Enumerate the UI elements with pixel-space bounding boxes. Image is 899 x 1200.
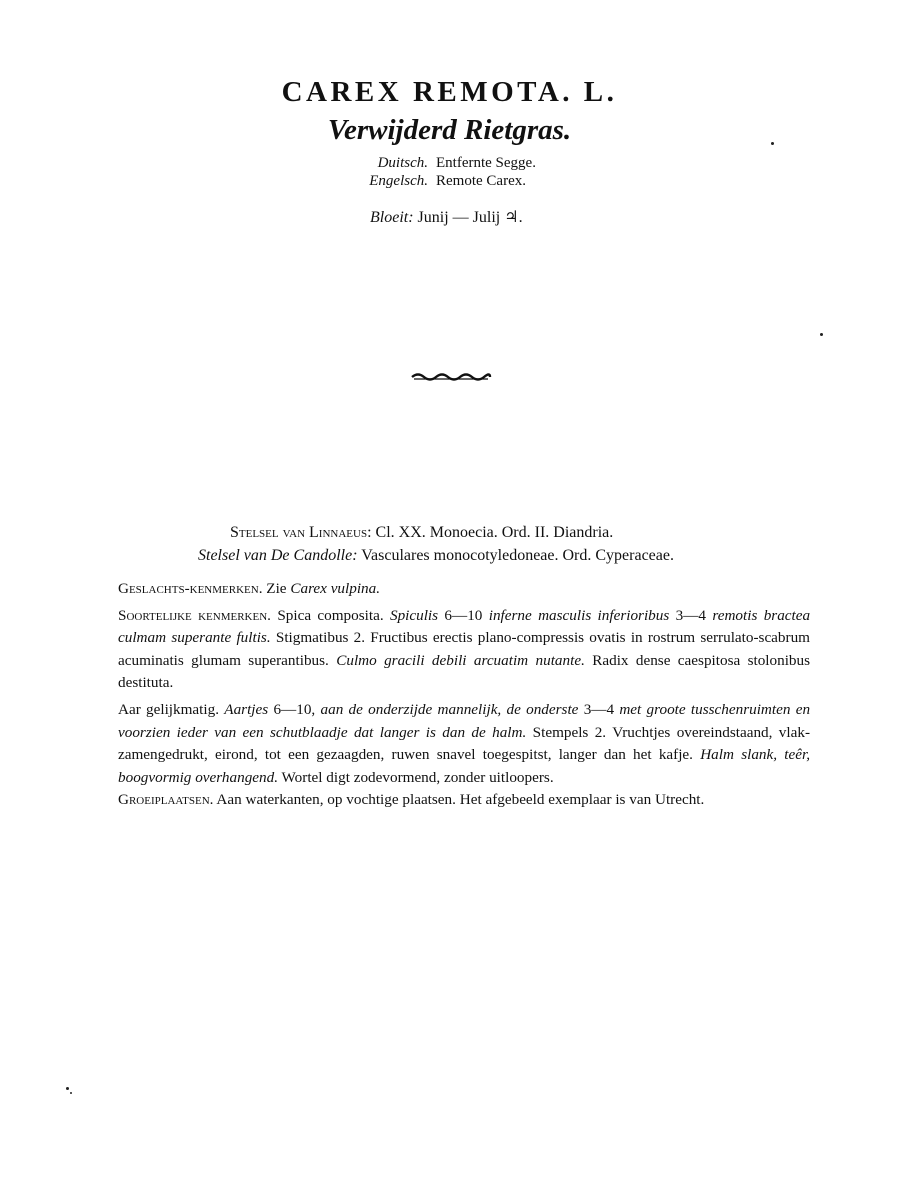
linnaeus-system xyxy=(230,524,613,542)
dutch-text: met groote tusschenruimten en voorzien ieder van een schutblaadje dat langer is dan de halm. xyxy=(118,700,811,741)
print-speck xyxy=(820,333,823,336)
flowering-label: Bloeit: xyxy=(370,209,414,226)
species-label: Soortelijke kenmerken. xyxy=(118,606,271,624)
description-body xyxy=(118,578,810,812)
common-name: Entfernte Segge. xyxy=(436,155,536,171)
species-text: Radix dense caespitosa stolonibus destituta. xyxy=(118,651,811,692)
dutch-text: 3—4 xyxy=(583,700,615,718)
decandolle-value: Vasculares monocotyledoneae. Ord. Cyperaceae. xyxy=(361,547,674,564)
print-speck xyxy=(771,142,774,145)
common-name-row xyxy=(348,172,536,190)
print-speck xyxy=(66,1087,69,1090)
species-text: Culmo gracili debili arcuatim nutante. xyxy=(336,651,585,669)
habitat xyxy=(118,789,810,812)
genus-label: Geslachts-kenmerken. xyxy=(118,580,263,597)
print-speck xyxy=(70,1092,72,1094)
genus-characters xyxy=(118,578,810,601)
habitat-text: Aan waterkanten, op vochtige plaatsen. Het afgebeeld exemplaar is van Utrecht. xyxy=(216,791,705,809)
dutch-text: Halm slank, teêr, boogvormig overhangend. xyxy=(118,746,810,786)
habitat-label: Groeiplaatsen. xyxy=(118,791,214,809)
species-text: Spiculis xyxy=(389,606,439,624)
species-text: 6—10 xyxy=(444,606,483,624)
dutch-text: 6—10, xyxy=(273,700,316,718)
linnaeus-value: Cl. XX. Monoecia. Ord. II. Diandria. xyxy=(375,524,614,541)
decandolle-system xyxy=(198,547,674,565)
common-name: Remote Carex. xyxy=(436,173,526,189)
species-text: remotis bractea culmam superante fultis. xyxy=(118,606,811,647)
dutch-description xyxy=(118,699,810,789)
dutch-text: Aartjes xyxy=(224,700,269,718)
page-title: CAREX REMOTA. L. xyxy=(281,76,618,108)
species-text: inferne masculis inferioribus xyxy=(488,606,670,624)
common-name-row xyxy=(348,154,536,172)
dutch-text: aan de onderzijde mannelijk, de onderste xyxy=(320,700,579,718)
species-text: Stigmatibus 2. Fructibus erectis plano-compressis ovatis in rostrum serrulato-scabrum acuminatis glumam superantibus. xyxy=(118,629,810,669)
language-label: Engelsch. xyxy=(369,173,428,189)
decandolle-label: Stelsel van De Candolle: xyxy=(198,547,358,564)
dutch-text: Stempels 2. Vruchtjes overeindstaand, vlak-zamengedrukt, eirond, tot een gezaagden, ruwen snavel toegespitst, langer dan het kafje. xyxy=(118,723,810,764)
genus-text: Zie xyxy=(266,580,287,597)
common-names xyxy=(348,154,536,190)
ornamental-divider xyxy=(410,370,492,384)
language-label: Duitsch. xyxy=(377,155,428,171)
species-characters xyxy=(118,605,810,695)
flowering-line xyxy=(370,207,523,227)
flowering-value: Junij — Julij ♃. xyxy=(417,209,523,226)
species-text: 3—4 xyxy=(675,606,707,624)
dutch-text: Aar gelijkmatig. xyxy=(118,700,220,718)
genus-reference: Carex vulpina. xyxy=(290,580,381,597)
linnaeus-label: Stelsel van Linnaeus: xyxy=(230,524,372,541)
dutch-text: Wortel digt zodevormend, zonder uitloopers. xyxy=(281,768,554,786)
species-text: Spica composita. xyxy=(277,606,384,624)
page-subtitle: Verwijderd Rietgras. xyxy=(327,114,572,146)
